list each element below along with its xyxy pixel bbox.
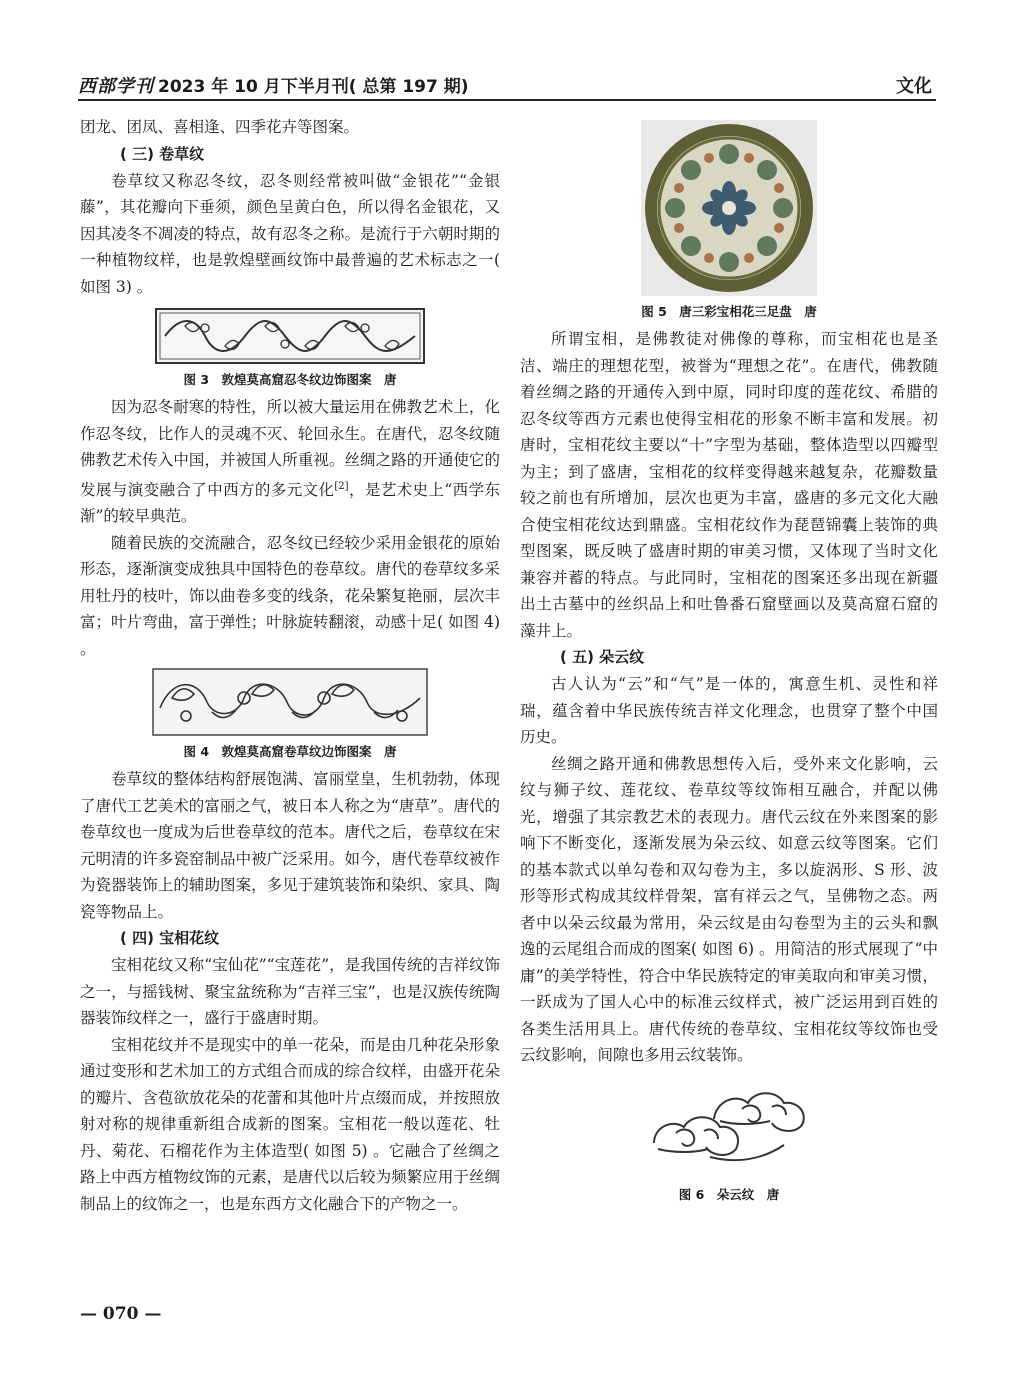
section-heading-4: ( 四) 宝相花纹 xyxy=(120,929,220,948)
figure-3-caption: 图 3 敦煌莫高窟忍冬纹边饰图案 唐 xyxy=(183,372,397,387)
journal-logo: 西部学刊 xyxy=(78,76,154,97)
figure-6-caption: 图 6 朵云纹 唐 xyxy=(678,1186,780,1202)
paragraph-text: 因为忍冬耐寒的特性，所以被大量运用在佛教艺术上，化作忍冬纹，比作人的灵魂不灭、轮回永生。在唐代，忍冬纹随佛教艺术传入中国，并被国人所重视。丝绸之路的开通使它的发展与演变融合了中西方的多元文化 xyxy=(80,398,500,499)
paragraph: 古人认为“云”和“气”是一体的，寓意生机、灵性和祥瑞，蕴含着中华民族传统吉祥文化理念，也贯穿了整个中国历史。 xyxy=(520,675,938,746)
left-column xyxy=(80,114,500,1217)
section-name: 文化 xyxy=(896,76,932,97)
page-number: — 070 — xyxy=(80,1304,162,1324)
section-heading-5: ( 五) 朵云纹 xyxy=(560,648,645,666)
figure-5-plate xyxy=(641,120,817,296)
paragraph-text: ，是艺术史上“西学东渐”的较早典范。 xyxy=(80,480,500,526)
figure-4-caption: 图 4 敦煌莫高窟卷草纹边饰图案 唐 xyxy=(183,744,397,760)
figure-6-cloud xyxy=(644,1079,814,1179)
issue-info: 2023 年 10 月下半月刊( 总第 197 期) xyxy=(158,77,469,97)
figure-6 xyxy=(520,1079,938,1205)
header-rule xyxy=(78,99,936,101)
running-header xyxy=(78,70,936,98)
section-heading-3: ( 三) 卷草纹 xyxy=(120,144,205,163)
citation: [2] xyxy=(334,480,349,492)
paragraph: 随着民族的交流融合，忍冬纹已经较少采用金银花的原始形态，逐渐演变成独具中国特色的卷草纹。唐代的卷草纹多采用牡丹的枝叶，饰以曲卷多变的线条，花朵繁复艳丽，层次丰富；叶片弯曲，富于弹性；叶脉旋转翻滚，动感十足( 如图 4) 。 xyxy=(80,533,500,658)
paragraph: 卷草纹的整体结构舒展饱满、富丽堂皇，生机勃勃，体现了唐代工艺美术的富丽之气，被日本人称之为“唐草”。唐代的卷草纹也一度成为后世卷草纹的范本。唐代之后，卷草纹在宋元明清的许多瓷窑制品中被广泛采用。如今，唐代卷草纹被作为瓷器装饰上的辅助图案，多见于建筑装饰和染织、家具、陶瓷等物品上。 xyxy=(80,770,500,921)
paragraph: 丝绸之路开通和佛教思想传入后，受外来文化影响，云纹与狮子纹、莲花纹、卷草纹等纹饰相互融合，并配以佛光，增强了其宗教艺术的表现力。唐代云纹在外来图案的影响下不断变化，逐渐发展为朵云纹、如意云纹等图案。它们的基本款式以单勾卷和双勾卷为主，多以旋涡形、S 形、波形等形式构成其纹样骨架，富有祥云之气，呈佛物之态。两者中以朵云纹最为常用，朵云纹是由勾卷型为主的云头和飘逸的云尾组合而成的图案( 如图 6) 。用简洁的形式展现了“中庸”的美学特性，符合中华民族特定的审美取向和审美习惯，一跃成为了国人心中的标准云纹样式，被广泛运用到百姓的各类生活用具上。唐代传统的卷草纹、宝相花纹等纹饰也受云纹影响，间隙也多用云纹装饰。 xyxy=(520,754,938,1064)
figure-4 xyxy=(80,668,500,762)
figure-5 xyxy=(520,120,938,322)
figure-5-caption: 图 5 唐三彩宝相花三足盘 唐 xyxy=(641,304,817,319)
figure-3-pattern xyxy=(155,308,425,364)
paragraph: 所谓宝相，是佛教徒对佛像的尊称，而宝相花也是圣洁、端庄的理想花型，被誉为“理想之花”。在唐代，佛教随着丝绸之路的开通传入到中原，同时印度的莲花纹、希腊的忍冬纹等西方元素也使得宝相花的形象不断丰富和发展。初唐时，宝相花纹主要以“十”字型为基础，整体造型以四瓣型为主；到了盛唐，宝相花的纹样变得越来越复杂，花瓣数量较之前也有所增加，层次也更为丰富，盛唐的多元文化大融合使宝相花纹达到鼎盛。宝相花纹作为琵琶锦囊上装饰的典型图案，既反映了盛唐时期的审美习惯，又体现了当时文化兼容并蓄的特点。与此同时，宝相花的图案还多出现在新疆出土古墓中的丝织品上和吐鲁番石窟壁画以及莫高窟石窟的藻井上。 xyxy=(520,330,938,640)
paragraph: 宝相花纹并不是现实中的单一花朵，而是由几种花朵形象通过变形和艺术加工的方式组合而成的综合纹样，由盛开花朵的瓣片、含苞欲放花朵的花蕾和其他叶片点缀而成，并按照放射对称的规律重新组合成新的图案。宝相花一般以莲花、牡丹、菊花、石榴花作为主体造型( 如图 5) 。它融合了丝绸之路上中西方植物纹饰的元素，是唐代以后较为频繁应用于丝绸制品上的纹饰之一，也是东西方文化融合下的产物之一。 xyxy=(80,1035,500,1213)
paragraph: 卷草纹又称忍冬纹，忍冬则经常被叫做“金银花”“金银藤”，其花瓣向下垂须，颜色呈黄白色，所以得名金银花，又因其凌冬不凋凌的特点，故有忍冬之称。是流行于六朝时期的一种植物纹样，也是敦煌壁画纹饰中最普遍的艺术标志之一( 如图 3) 。 xyxy=(80,171,500,296)
figure-4-pattern xyxy=(152,668,428,736)
paragraph: 宝相花纹又称“宝仙花”“宝莲花”，是我国传统的吉祥纹饰之一，与摇钱树、聚宝盆统称为“吉祥三宝”，也是汉族传统陶器装饰纹样之一，盛行于盛唐时期。 xyxy=(80,956,500,1028)
figure-3 xyxy=(80,308,500,390)
right-column xyxy=(520,114,938,1209)
paragraph xyxy=(80,394,500,530)
paragraph: 团龙、团凤、喜相逢、四季花卉等图案。 xyxy=(80,118,360,136)
